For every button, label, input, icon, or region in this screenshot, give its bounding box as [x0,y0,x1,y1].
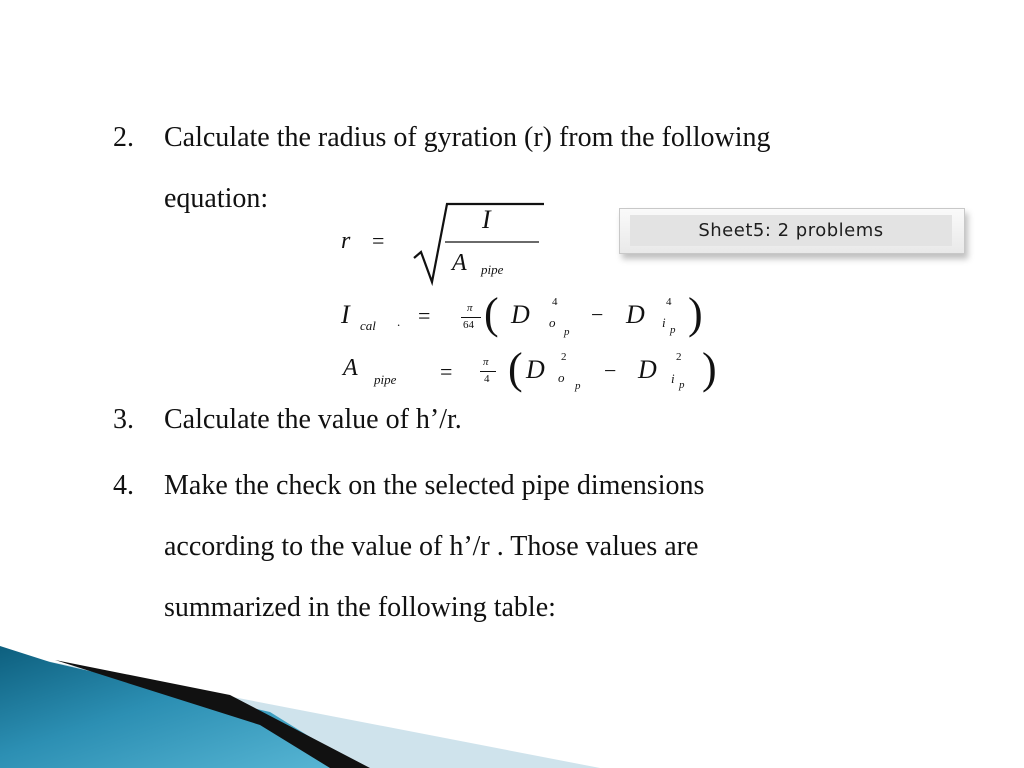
eq-pi: π [483,356,489,368]
eq-D-outer: D [526,355,545,384]
eq-subscript-pipe: pipe [374,372,397,387]
eq-lparen: ( [508,344,523,393]
eq-minus: − [604,358,617,383]
eq-exp-4: 4 [552,296,558,308]
eq-A: A [343,355,358,381]
eq-exp-4: 4 [666,296,672,308]
eq-den-64: 64 [463,319,474,331]
eq-rparen: ) [702,344,717,393]
item-line: Make the check on the selected pipe dimensions [164,470,705,501]
eq-numerator-I: I [482,205,491,234]
eq-minus: − [591,302,604,327]
eq-sub-p: p [679,379,685,391]
eq-D-inner: D [638,355,657,384]
eq-sub-p: p [575,380,581,392]
eq-subscript-pipe: pipe [481,262,504,277]
item-line: Calculate the radius of gyration (r) from the following [164,122,771,153]
eq-equals: = [418,303,431,328]
eq-den-4: 4 [484,373,490,385]
badge-label: Sheet5: 2 problems [630,215,952,246]
eq-sub-p: p [670,324,676,336]
item-line: according to the value of h’/r . Those values are [164,531,699,562]
eq-D-outer: D [511,300,530,329]
item-number: 4. [113,470,134,501]
eq-sub-p: p [564,326,570,338]
item-line: Calculate the value of h’/r. [164,404,462,435]
eq-lparen: ( [484,289,499,338]
eq-sub-o: o [558,370,565,385]
eq-r-symbol: r [341,228,351,254]
eq-pi: π [467,302,473,314]
eq-dot: . [397,314,401,329]
eq-exp-2: 2 [561,351,567,363]
eq-sub-o: o [549,315,556,330]
eq-rparen: ) [688,289,703,338]
eq-equals: = [440,359,453,384]
eq-denominator-A: A [452,250,467,276]
eq-I: I [341,300,350,329]
eq-sub-i: i [671,371,675,386]
eq-sub-i: i [662,315,666,330]
item-number: 3. [113,404,134,435]
item-line: equation: [164,183,269,214]
item-line: summarized in the following table: [164,592,556,623]
eq-equals: = [372,228,385,253]
eq-D-inner: D [626,300,645,329]
item-number: 2. [113,122,134,153]
eq-exp-2: 2 [676,351,682,363]
eq-subscript-cal: cal [360,318,376,333]
